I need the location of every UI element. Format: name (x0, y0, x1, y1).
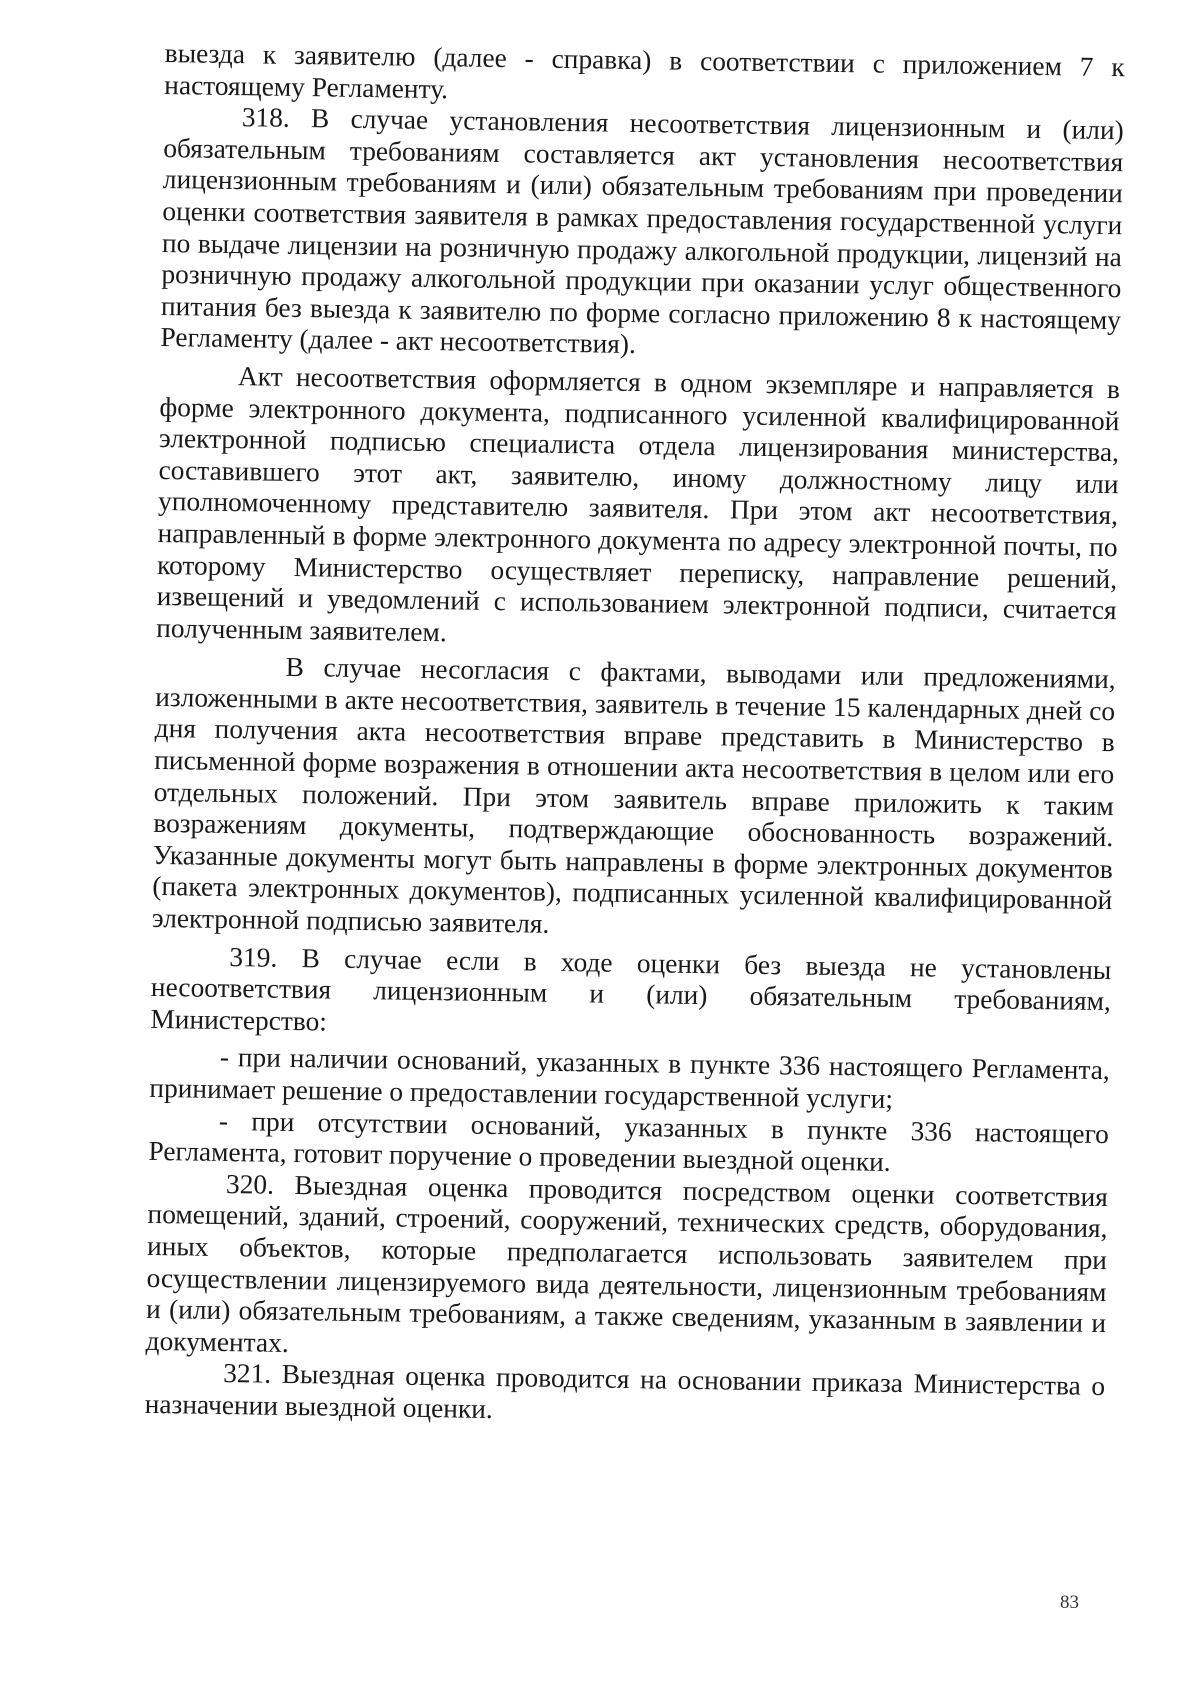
paragraph-318: 318. В случае установления несоответствия лицензионным и (или) обязательным требованиям составляется акт установления несоответствия лицензионным требованиям и (или) обязательным требованиям при проведении оценки соответствия заявителя в рамках предоставления государственной услуги по выдаче лицензии на розничную продажу алкогольной продукции, лицензий на розничную продажу алкогольной продукции при оказании услуг общественного питания без выезда к заявителю по форме согласно приложению 8 к настоящему Регламенту (далее - акт несоответствия). (160, 102, 1124, 360)
paragraph-320: 320. Выездная оценка проводится посредством оценки соответствия помещений, зданий, строений, сооружений, технических средств, оборудования, иных объектов, которые предполагается использовать заявителем при осуществлении лицензируемого вида деятельности, лицензионным требованиям и (или) обязательным требованиям, а также сведениям, указанным в заявлении и документах. (145, 1168, 1109, 1358)
paragraph-continuation: выезда к заявителю (далее - справка) в соответствии с приложением 7 к настоящему Регламенту. (164, 38, 1125, 104)
list-item-grounds-present: - при наличии оснований, указанных в пункте 336 настоящего Регламента, принимает решение о предоставлении государственной услуги; (149, 1042, 1111, 1114)
paragraph-319: 319. В случае если в ходе оценки без выезда не установлены несоответствия лицензионным и (или) обязательным требованиям, Министерство: (150, 941, 1112, 1037)
paragraph-act-nonconformity: Акт несоответствия оформляется в одном экземпляре и направляется в форме электронного документа, подписанного усиленной квалифицированной электронной подписью специалиста отдела лицензирования министерства, составившего этот акт, заявителю, иному должностному лицу или уполномоченному представителю заявителя. При этом акт несоответствия, направленный в форме электронного документа по адресу электронной почты, по которому Министерство осуществляет переписку, направление решений, извещений и уведомлений с использованием электронной подписи, считается полученным заявителем. (156, 361, 1121, 647)
list-item-grounds-absent: - при отсутствии оснований, указанных в пункте 336 настоящего Регламента, готовит поручение о проведении выездной оценки. (148, 1105, 1110, 1178)
document-body (144, 38, 1124, 1435)
page-number: 83 (1060, 1592, 1079, 1613)
paragraph-321: 321. Выездная оценка проводится на основании приказа Министерства о назначении выездной оценки. (144, 1358, 1106, 1424)
paragraph-disagreement: В случае несогласия с фактами, выводами или предложениями, изложенными в акте несоответствия, заявитель в течение 15 календарных дней со дня получения акта несоответствия вправе представить в Министерство в письменной форме возражения в отношении акта несоответствия в целом или его отдельных положений. При этом заявитель вправе приложить к таким возражениям документы, подтверждающие обоснованность возражений. Указанные документы могут быть направлены в форме электронных документов (пакета электронных документов), подписанных усиленной квалифицированной электронной подписью заявителя. (151, 652, 1116, 939)
